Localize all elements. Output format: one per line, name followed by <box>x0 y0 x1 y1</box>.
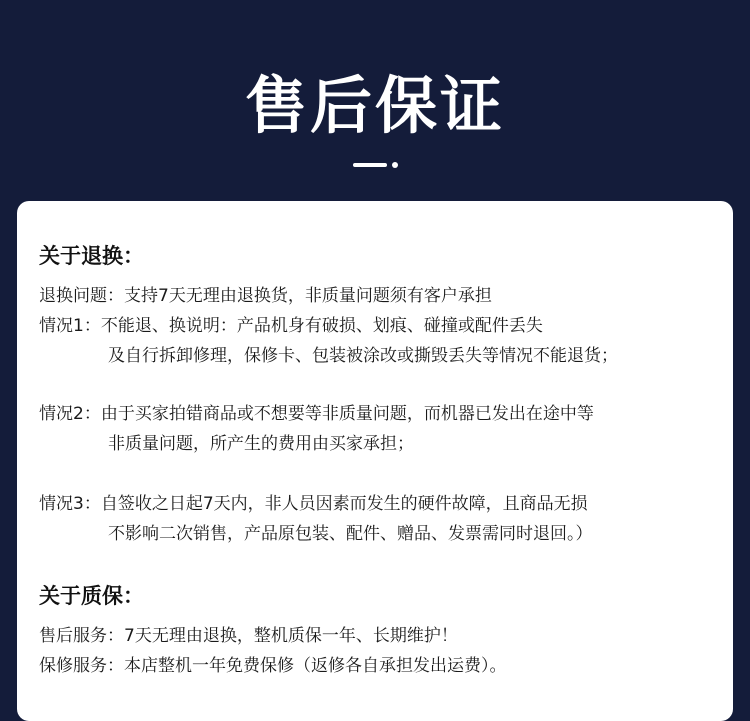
underline-dot <box>392 162 398 168</box>
page-title: 售后保证 <box>244 69 505 142</box>
underline-bar <box>353 163 387 167</box>
returns-heading: 关于退换： <box>39 244 144 268</box>
case3-continuation-line: 不影响二次销售，产品原包装、配件、赠品、发票需同时退回。） <box>108 524 593 544</box>
case1-line: 情况1：不能退、换说明：产品机身有破损、划痕、碰撞或配件丢失 <box>39 316 543 336</box>
repair-service-line: 保修服务：本店整机一年免费保修（返修各自承担发出运费）。 <box>39 656 507 676</box>
returns-policy-line: 退换问题：支持7天无理由退换货，非质量问题须有客户承担 <box>39 286 492 306</box>
case2-line: 情况2：由于买家拍错商品或不想要等非质量问题，而机器已发出在途中等 <box>39 404 594 424</box>
case2-continuation-line: 非质量问题，所产生的费用由买家承担； <box>108 434 414 454</box>
policy-card <box>17 201 733 721</box>
case1-continuation-line: 及自行拆卸修理，保修卡、包装被涂改或撕毁丢失等情况不能退货； <box>108 346 618 366</box>
title-underline-decoration <box>353 162 399 168</box>
warranty-heading: 关于质保： <box>39 584 144 608</box>
case3-line: 情况3：自签收之日起7天内，非人员因素而发生的硬件故障，且商品无损 <box>39 494 588 514</box>
after-sales-service-line: 售后服务：7天无理由退换，整机质保一年、长期维护！ <box>39 626 458 646</box>
